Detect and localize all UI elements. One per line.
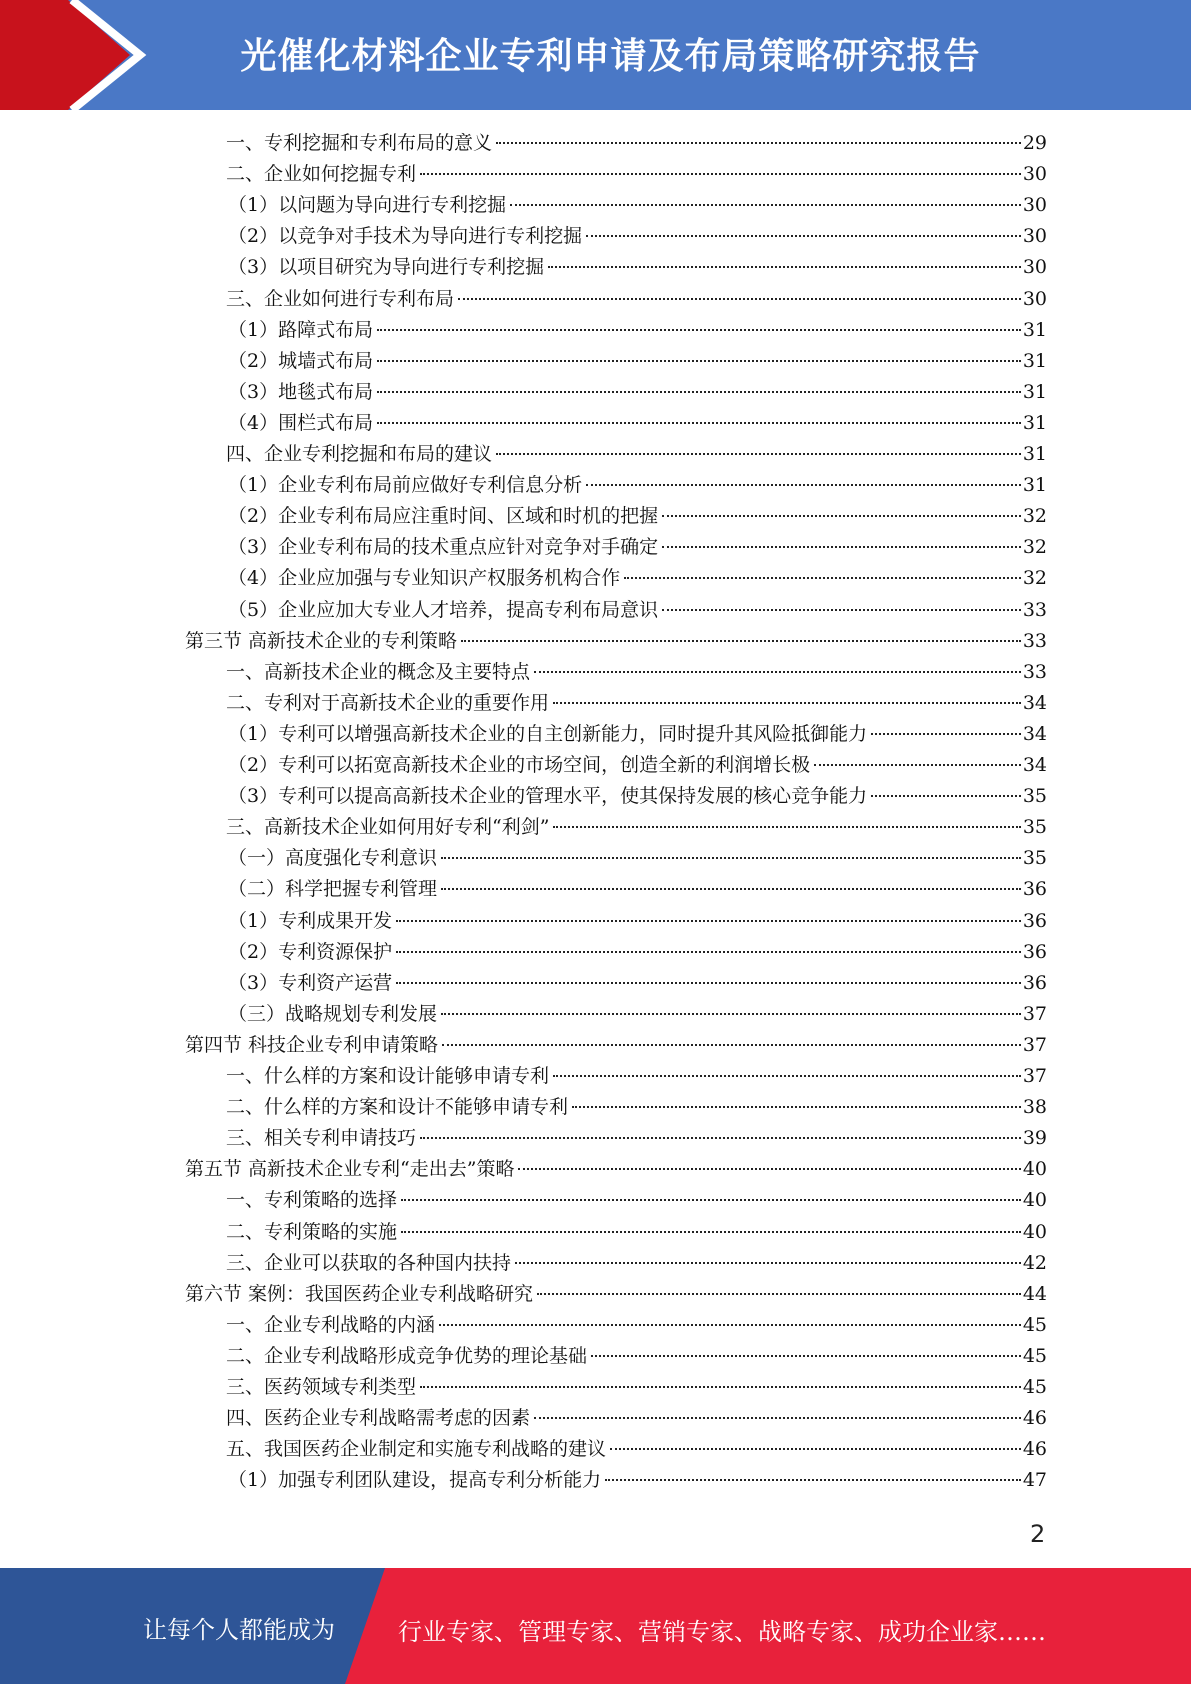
toc-dot-leader: [377, 422, 1021, 424]
toc-entry-label: （2）专利资源保护: [228, 940, 393, 963]
toc-dot-leader: [396, 951, 1021, 953]
toc-entry-label: 四、企业专利挖掘和布局的建议: [226, 443, 493, 465]
toc-entry[interactable]: [226, 688, 1047, 719]
toc-dot-leader: [548, 266, 1021, 268]
toc-entry-label: 二、专利策略的实施: [226, 1220, 398, 1243]
toc-entry-label: 一、什么样的方案和设计能够申请专利: [226, 1065, 550, 1087]
toc-entry-label: （4）围栏式布局: [228, 411, 374, 434]
toc-entry-page: 31: [1022, 380, 1047, 403]
page-footer: [0, 1568, 1191, 1684]
toc-entry-page: 36: [1022, 940, 1047, 963]
toc-dot-leader: [518, 1168, 1020, 1170]
toc-entry[interactable]: [228, 906, 1047, 937]
toc-dot-leader: [610, 1448, 1021, 1450]
toc-entry-page: 31: [1022, 318, 1047, 341]
toc-entry-page: 35: [1022, 816, 1047, 839]
toc-entry-page: 36: [1022, 971, 1047, 994]
toc-entry-page: 44: [1022, 1282, 1047, 1305]
toc-entry-label: （二）科学把握专利管理: [228, 878, 438, 901]
toc-entry-page: 45: [1022, 1376, 1047, 1398]
toc-entry-label: （4）企业应加强与专业知识产权服务机构合作: [228, 567, 621, 590]
toc-entry-label: （1）加强专利团队建设，提高专利分析能力: [228, 1469, 602, 1492]
toc-dot-leader: [461, 640, 1021, 642]
toc-dot-leader: [420, 173, 1021, 175]
toc-entry-page: 33: [1022, 598, 1047, 621]
toc-entry-label: （1）企业专利布局前应做好专利信息分析: [228, 474, 583, 497]
toc-entry[interactable]: [226, 1403, 1047, 1434]
toc-dot-leader: [442, 1044, 1021, 1046]
toc-entry-page: 29: [1022, 132, 1047, 154]
toc-dot-leader: [496, 142, 1021, 144]
toc-entry[interactable]: [228, 501, 1047, 532]
toc-entry-page: 31: [1022, 474, 1047, 497]
page-header: [0, 0, 1191, 110]
toc-entry-page: 39: [1022, 1127, 1047, 1150]
toc-entry[interactable]: [226, 128, 1047, 159]
toc-entry[interactable]: [185, 1030, 1047, 1061]
toc-entry[interactable]: [226, 1372, 1047, 1403]
toc-entry-label: 二、企业如何挖掘专利: [226, 163, 417, 186]
toc-dot-leader: [624, 577, 1021, 579]
toc-dot-leader: [377, 360, 1021, 362]
toc-entry[interactable]: [185, 626, 1047, 657]
toc-dot-leader: [586, 235, 1021, 237]
toc-entry-label: （2）专利可以拓宽高新技术企业的市场空间，创造全新的利润增长极: [228, 754, 811, 776]
toc-entry[interactable]: [226, 284, 1047, 315]
toc-entry-label: 三、医药领域专利类型: [226, 1376, 417, 1398]
toc-entry-label: 一、专利挖掘和专利布局的意义: [226, 132, 493, 154]
toc-dot-leader: [496, 453, 1021, 455]
toc-entry-page: 46: [1022, 1407, 1047, 1430]
toc-entry-page: 35: [1022, 847, 1047, 870]
toc-dot-leader: [605, 1479, 1021, 1481]
toc-entry-page: 36: [1022, 909, 1047, 932]
toc-entry-label: （1）以问题为导向进行专利挖掘: [228, 194, 507, 217]
toc-dot-leader: [662, 609, 1021, 611]
toc-entry-page: 30: [1022, 163, 1047, 186]
toc-entry[interactable]: [226, 1185, 1047, 1216]
toc-entry-page: 30: [1022, 225, 1047, 248]
toc-entry[interactable]: [228, 190, 1047, 221]
toc-dot-leader: [441, 1013, 1021, 1015]
toc-entry-page: 34: [1022, 754, 1047, 776]
toc-entry-label: 五、我国医药企业制定和实施专利战略的建议: [226, 1438, 607, 1461]
toc-entry[interactable]: [226, 1310, 1047, 1341]
toc-dot-leader: [871, 795, 1021, 797]
toc-entry-label: 第六节 案例：我国医药企业专利战略研究: [185, 1282, 534, 1305]
toc-entry-page: 33: [1022, 660, 1047, 683]
toc-entry-label: 二、专利对于高新技术企业的重要作用: [226, 691, 550, 714]
toc-entry-label: 三、企业可以获取的各种国内扶持: [226, 1251, 512, 1274]
toc-entry-page: 45: [1022, 1313, 1047, 1336]
toc-entry[interactable]: [228, 532, 1047, 563]
toc-dot-leader: [441, 888, 1021, 890]
toc-entry-label: 三、高新技术企业如何用好专利“利剑”: [226, 816, 550, 839]
toc-entry-page: 38: [1022, 1096, 1047, 1119]
toc-dot-leader: [591, 1355, 1021, 1357]
toc-entry-page: 37: [1022, 1002, 1047, 1025]
toc-entry-page: 42: [1022, 1251, 1047, 1274]
toc-dot-leader: [553, 826, 1020, 828]
toc-entry-page: 34: [1022, 691, 1047, 714]
toc-entry[interactable]: [226, 1092, 1047, 1123]
report-title: 光催化材料企业专利申请及布局策略研究报告: [240, 36, 981, 77]
toc-entry[interactable]: [228, 563, 1047, 594]
toc-entry[interactable]: [228, 595, 1047, 626]
toc-entry-label: （2）企业专利布局应注重时间、区域和时机的把握: [228, 505, 659, 528]
toc-entry-page: 32: [1022, 567, 1047, 590]
toc-dot-leader: [396, 920, 1021, 922]
toc-entry-label: （1）路障式布局: [228, 318, 374, 341]
toc-entry-label: （5）企业应加大专业人才培养，提高专利布局意识: [228, 598, 659, 621]
toc-dot-leader: [814, 764, 1021, 766]
toc-dot-leader: [537, 1293, 1021, 1295]
toc-entry-label: 一、高新技术企业的概念及主要特点: [226, 660, 531, 683]
toc-entry[interactable]: [226, 1123, 1047, 1154]
toc-entry[interactable]: [228, 999, 1047, 1030]
toc-entry[interactable]: [226, 657, 1047, 688]
toc-dot-leader: [401, 1231, 1021, 1233]
toc-entry-page: 31: [1022, 443, 1047, 465]
toc-entry-page: 32: [1022, 505, 1047, 528]
toc-entry-page: 30: [1022, 256, 1047, 279]
toc-entry[interactable]: [226, 159, 1047, 190]
toc-entry[interactable]: [228, 346, 1047, 377]
toc-entry-label: 第四节 科技企业专利申请策略: [185, 1033, 439, 1056]
toc-entry-label: 第五节 高新技术企业专利“走出去”策略: [185, 1158, 515, 1181]
toc-entry[interactable]: [228, 968, 1047, 999]
toc-entry[interactable]: [228, 315, 1047, 346]
toc-entry-page: 32: [1022, 536, 1047, 559]
toc-entry-page: 37: [1022, 1033, 1047, 1056]
toc-entry-label: （1）专利可以增强高新技术企业的自主创新能力，同时提升其风险抵御能力: [228, 722, 868, 745]
toc-entry[interactable]: [226, 812, 1047, 843]
toc-entry-label: （三）战略规划专利发展: [228, 1002, 438, 1025]
toc-entry-label: 一、专利策略的选择: [226, 1189, 398, 1212]
toc-entry-label: （3）专利资产运营: [228, 971, 393, 994]
toc-entry[interactable]: [226, 1341, 1047, 1372]
toc-dot-leader: [534, 1417, 1021, 1419]
toc-dot-leader: [553, 702, 1021, 704]
toc-dot-leader: [534, 671, 1021, 673]
toc-entry[interactable]: [228, 937, 1047, 968]
toc-entry-page: 40: [1022, 1189, 1047, 1212]
toc-entry-label: 四、医药企业专利战略需考虑的因素: [226, 1407, 531, 1430]
toc-entry-label: （3）专利可以提高高新技术企业的管理水平，使其保持发展的核心竞争能力: [228, 785, 868, 808]
toc-dot-leader: [377, 329, 1021, 331]
toc-dot-leader: [586, 484, 1021, 486]
toc-entry[interactable]: [228, 1465, 1047, 1496]
toc-entry[interactable]: [228, 470, 1047, 501]
toc-entry-page: 37: [1022, 1065, 1047, 1087]
toc-entry-page: 36: [1022, 878, 1047, 901]
toc-dot-leader: [871, 733, 1021, 735]
toc-entry-page: 45: [1022, 1344, 1047, 1367]
toc-dot-leader: [420, 1137, 1021, 1139]
toc-dot-leader: [572, 1106, 1021, 1108]
toc-dot-leader: [510, 204, 1021, 206]
toc-entry-page: 40: [1022, 1158, 1047, 1181]
toc-entry[interactable]: [228, 408, 1047, 439]
toc-entry[interactable]: [228, 252, 1047, 283]
toc-entry-page: 47: [1022, 1469, 1047, 1492]
toc-entry-label: 三、相关专利申请技巧: [226, 1127, 417, 1150]
toc-entry[interactable]: [228, 377, 1047, 408]
toc-entry-page: 30: [1022, 287, 1047, 310]
toc-dot-leader: [396, 982, 1021, 984]
toc-entry-label: （3）以项目研究为导向进行专利挖掘: [228, 256, 545, 279]
toc-dot-leader: [662, 515, 1021, 517]
toc-dot-leader: [515, 1262, 1021, 1264]
toc-entry-label: （2）城墙式布局: [228, 349, 374, 372]
toc-dot-leader: [377, 391, 1021, 393]
toc-entry[interactable]: [228, 781, 1047, 812]
toc-entry-label: 二、什么样的方案和设计不能够申请专利: [226, 1096, 569, 1119]
toc-entry[interactable]: [228, 221, 1047, 252]
toc-entry[interactable]: [185, 1154, 1047, 1185]
toc-entry[interactable]: [226, 1434, 1047, 1465]
toc-entry[interactable]: [228, 719, 1047, 750]
toc-entry-page: 40: [1022, 1220, 1047, 1243]
toc-entry-page: 31: [1022, 349, 1047, 372]
toc-entry[interactable]: [185, 1279, 1047, 1310]
toc-entry-label: （3）地毯式布局: [228, 380, 374, 403]
toc-entry[interactable]: [226, 1061, 1047, 1092]
toc-dot-leader: [401, 1199, 1021, 1201]
toc-entry-page: 34: [1022, 722, 1047, 745]
toc-entry-page: 33: [1022, 629, 1047, 652]
toc-dot-leader: [441, 857, 1021, 859]
toc-entry-page: 30: [1022, 194, 1047, 217]
toc-entry[interactable]: [228, 843, 1047, 874]
toc-entry-label: 二、企业专利战略形成竞争优势的理论基础: [226, 1344, 588, 1367]
toc-dot-leader: [553, 1075, 1021, 1077]
toc-entry-label: 三、企业如何进行专利布局: [226, 287, 455, 310]
footer-slogan-right: 行业专家、管理专家、营销专家、战略专家、成功企业家……: [398, 1618, 1046, 1646]
toc-entry-page: 31: [1022, 411, 1047, 434]
toc-entry-page: 35: [1022, 785, 1047, 808]
toc-entry-label: 一、企业专利战略的内涵: [226, 1313, 436, 1336]
toc-entry-page: 46: [1022, 1438, 1047, 1461]
toc-dot-leader: [458, 298, 1021, 300]
toc-entry[interactable]: [226, 1248, 1047, 1279]
toc-entry[interactable]: [226, 439, 1047, 470]
toc-entry[interactable]: [228, 874, 1047, 905]
toc-entry[interactable]: [228, 750, 1047, 781]
toc-entry-label: 第三节 高新技术企业的专利策略: [185, 629, 458, 652]
toc-dot-leader: [420, 1386, 1021, 1388]
toc-entry-label: （2）以竞争对手技术为导向进行专利挖掘: [228, 225, 583, 248]
toc-dot-leader: [439, 1324, 1021, 1326]
toc-entry[interactable]: [226, 1217, 1047, 1248]
toc-entry-label: （3）企业专利布局的技术重点应针对竞争对手确定: [228, 536, 659, 559]
toc-entry-label: （一）高度强化专利意识: [228, 847, 438, 870]
page-number: 2: [1030, 1520, 1046, 1548]
toc-dot-leader: [662, 546, 1021, 548]
toc-entry-label: （1）专利成果开发: [228, 909, 393, 932]
footer-slogan-left: 让每个人都能成为: [143, 1616, 335, 1644]
